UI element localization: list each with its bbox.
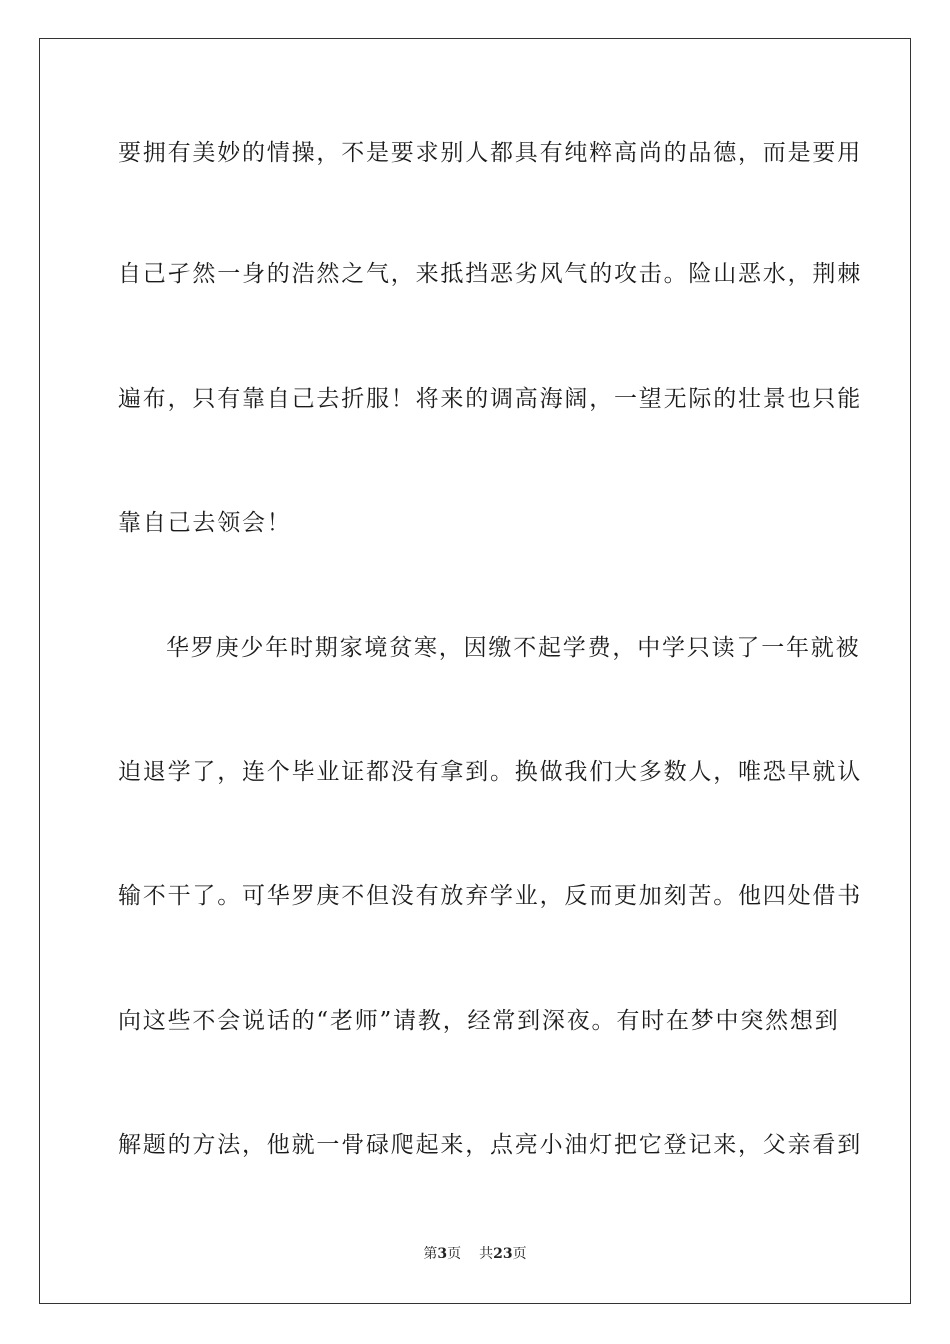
- paragraph-line: 华罗庚少年时期家境贫寒，因缴不起学费，中学只读了一年就被: [166, 635, 861, 661]
- page-suffix: 页: [447, 1246, 462, 1262]
- total-prefix: 共: [479, 1246, 494, 1262]
- paragraph-line: 输不干了。可华罗庚不但没有放弃学业，反而更加刻苦。他四处借书: [118, 883, 862, 909]
- page-prefix: 第: [423, 1246, 438, 1262]
- paragraph-line: 自己孑然一身的浩然之气，来抵挡恶劣风气的攻击。险山恶水，荆棘: [118, 261, 862, 287]
- paragraph-line: 向这些不会说话的“老师”请教，经常到深夜。有时在梦中突然想到: [118, 1008, 840, 1034]
- paragraph-line: 迫退学了，连个毕业证都没有拿到。换做我们大多数人，唯恐早就认: [118, 759, 862, 785]
- paragraph-line: 遍布，只有靠自己去折服！将来的调高海阔，一望无际的壮景也只能: [118, 386, 862, 412]
- page-footer: [0, 1245, 950, 1263]
- paragraph-line: 靠自己去领会！: [118, 510, 292, 536]
- page-border: [39, 38, 911, 1304]
- paragraph-line: 解题的方法，他就一骨碌爬起来，点亮小油灯把它登记来，父亲看到: [118, 1132, 862, 1158]
- total-pages-number: 23: [493, 1246, 513, 1262]
- paragraph-line: 要拥有美妙的情操，不是要求别人都具有纯粹高尚的品德，而是要用: [118, 140, 862, 166]
- total-suffix: 页: [512, 1246, 527, 1262]
- current-page-number: 3: [437, 1246, 448, 1262]
